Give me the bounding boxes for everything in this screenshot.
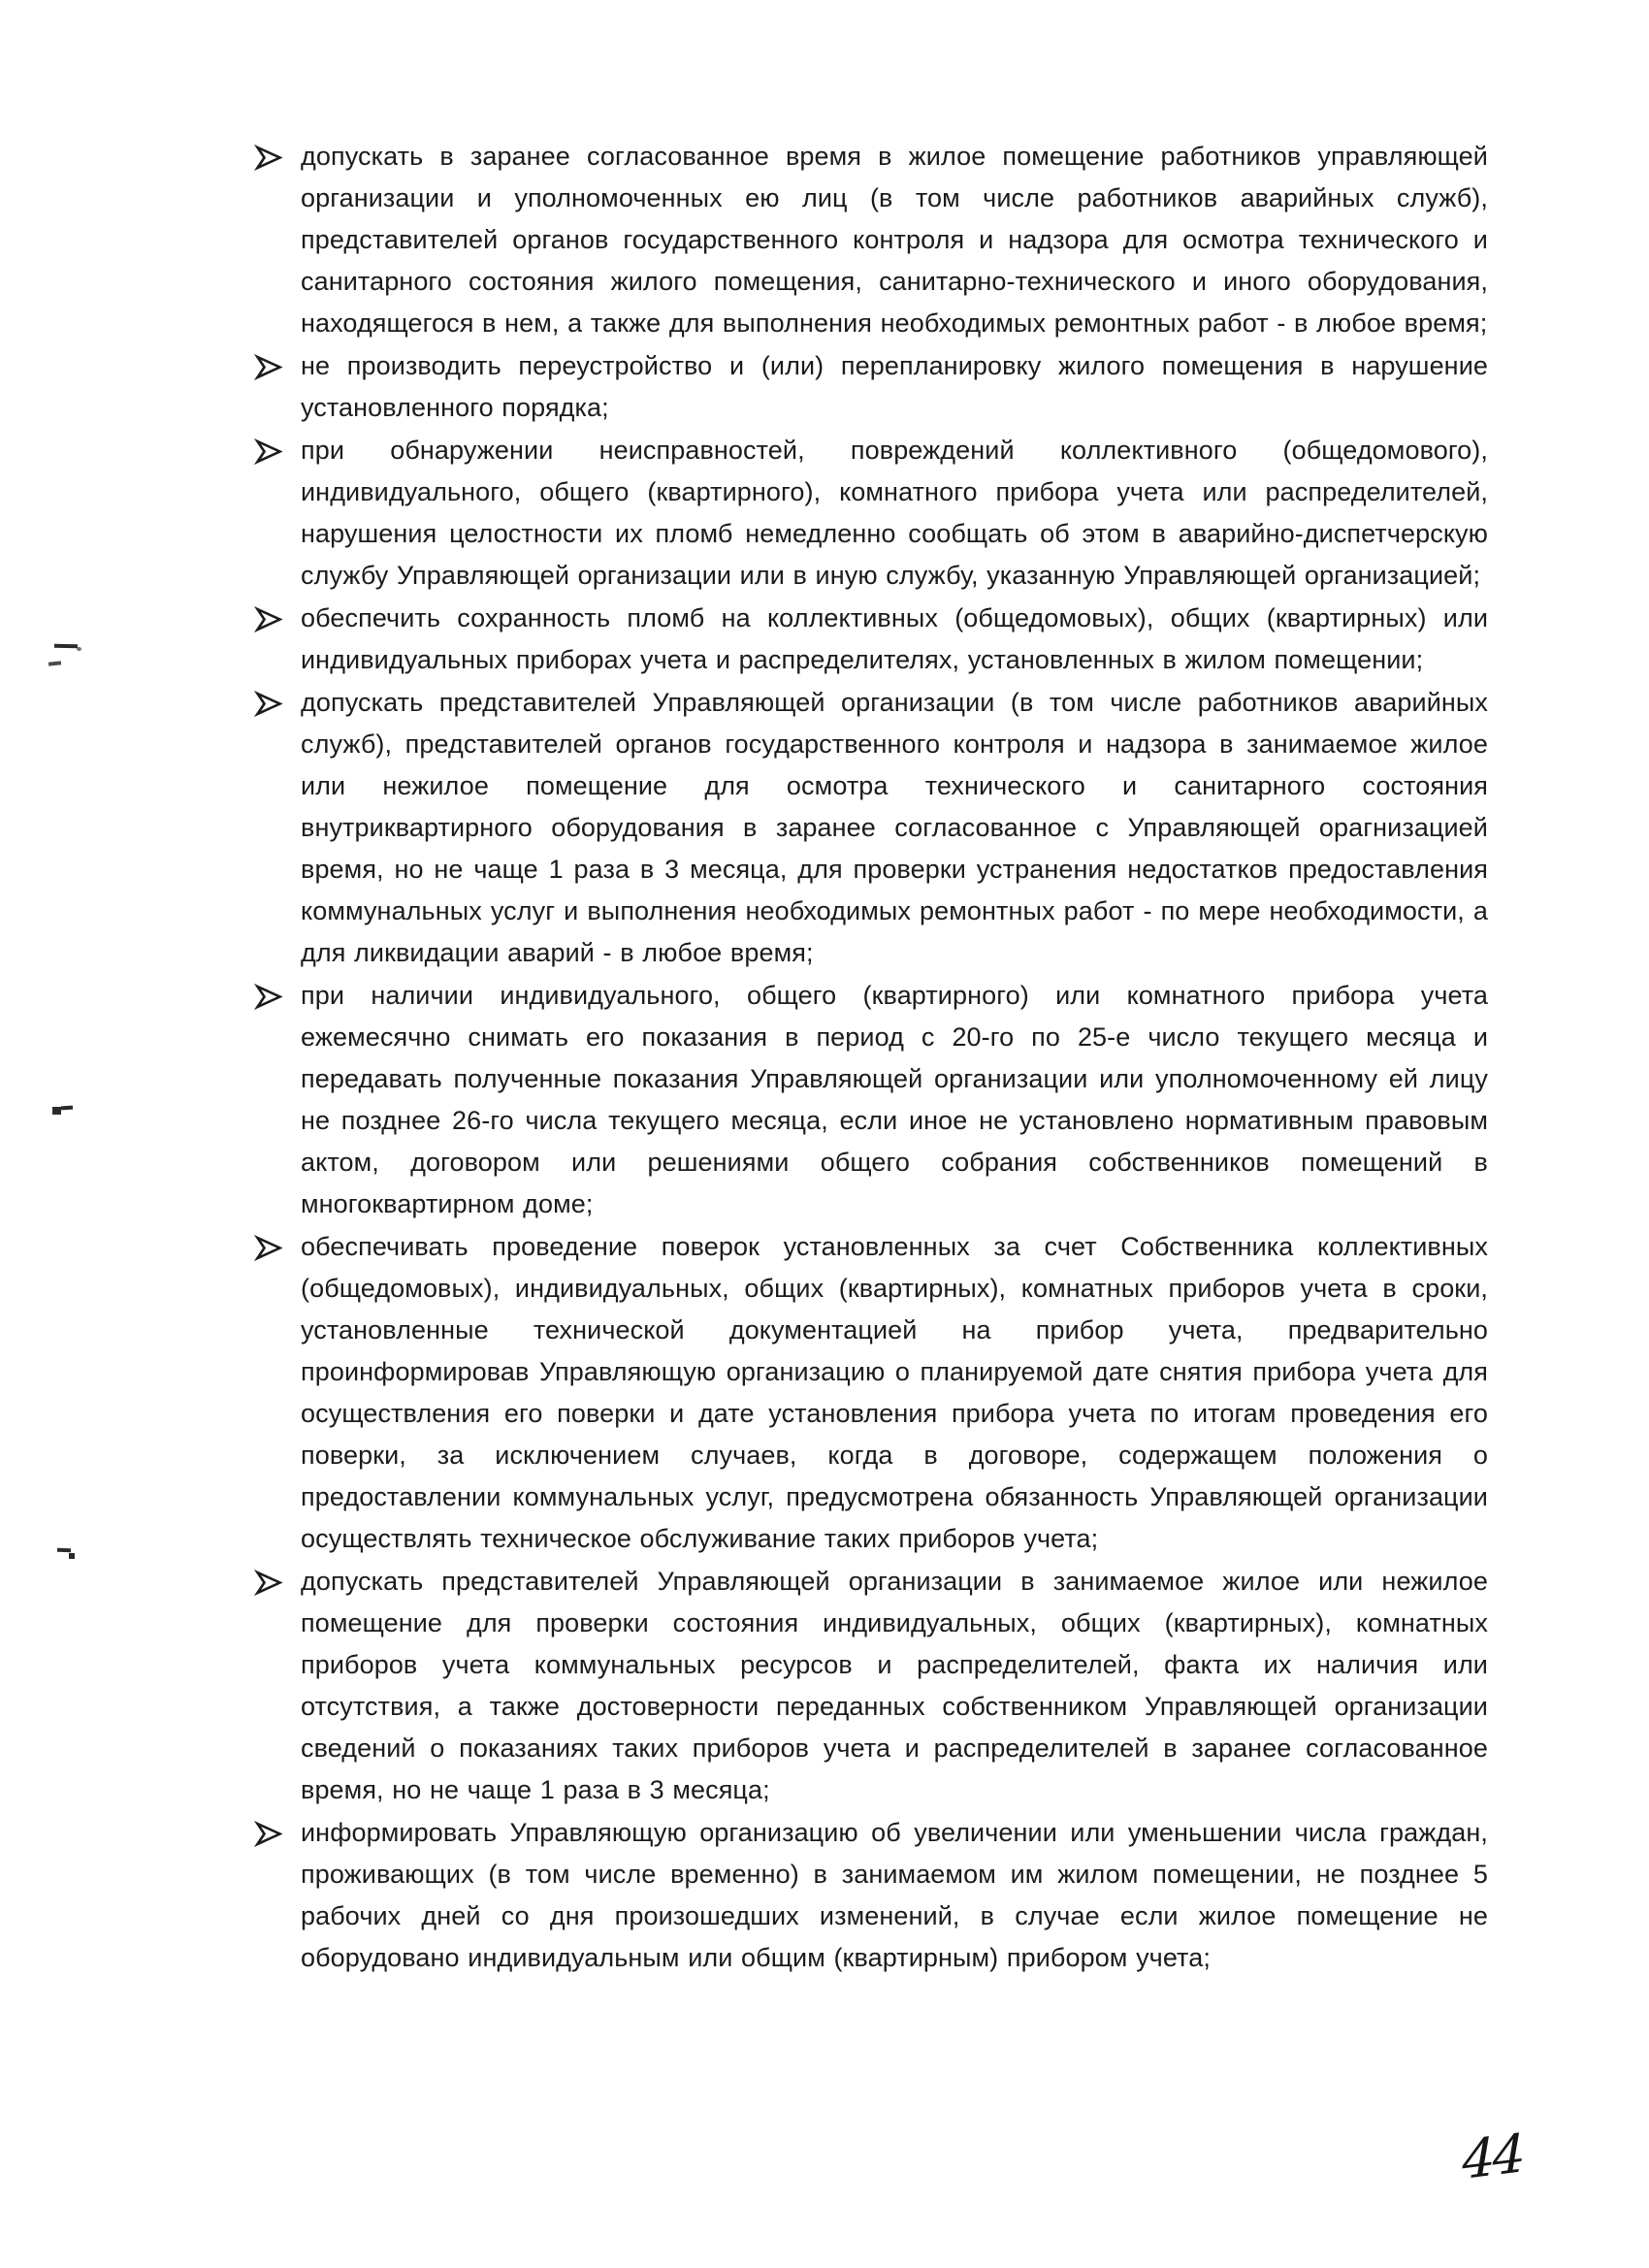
bullet-arrow-icon bbox=[254, 438, 283, 465]
list-item bbox=[301, 598, 1488, 681]
bullet-text: при наличии индивидуального, общего (квартирного) или комнатного прибора учета ежемесячно снимать его показания в период с 20-го по 25-е число текущего месяца и передавать полученные показания Управляющей организации или уполномоченному ей лицу не позднее 26-го числа текущего месяца, если иное не установлено нормативным правовым актом, договором или решениями общего собрания собственников помещений в многоквартирном доме; bbox=[301, 981, 1488, 1218]
bullet-text: допускать в заранее согласованное время в жилое помещение работников управляющей организации и уполномоченных ею лиц (в том числе работников аварийных служб), представителей органов государственного контроля и надзора для осмотра технического и санитарного состояния жилого помещения, санитарно-технического и иного оборудования, находящегося в нем, а также для выполнения необходимых ремонтных работ - в любое время; bbox=[301, 142, 1488, 338]
handwritten-page-number: 44 bbox=[1461, 2122, 1524, 2191]
ink-mark bbox=[48, 661, 61, 665]
bullet-text: допускать представителей Управляющей организации в занимаемое жилое или нежилое помещение для проверки состояния индивидуальных, общих (квартирных), комнатных приборов учета коммунальных ресурсов и распределителей, факта их наличия или отсутствия, а также достоверности переданных собственником Управляющей организации сведений о показаниях таких приборов учета и распределителей в заранее согласованное время, но не чаще 1 раза в 3 месяца; bbox=[301, 1567, 1488, 1804]
list-item bbox=[301, 1561, 1488, 1811]
bullet-arrow-icon bbox=[254, 1235, 283, 1261]
bullet-arrow-icon bbox=[254, 1821, 283, 1847]
bullet-text: при обнаружении неисправностей, повреждений коллективного (общедомового), индивидуального, общего (квартирного), комнатного прибора учета или распределителей, нарушения целостности их пломб немедленно сообщать об этом в аварийно-диспетчерскую службу Управляющей организации или в иную службу, указанную Управляющей организацией; bbox=[301, 436, 1488, 590]
bullet-text: обеспечивать проведение поверок установленных за счет Собственника коллективных (общедомовых), индивидуальных, общих (квартирных), комнатных приборов учета в сроки, установленные технической документацией на прибор учета, предварительно проинформировав Управляющую организацию о планируемой дате снятия прибора учета для осуществления его поверки и дате установления прибора учета по итогам проведения его поверки, за исключением случаев, когда в договоре, содержащем положения о предоставлении коммунальных услуг, предусмотрена обязанность Управляющей организации осуществлять техническое обслуживание таких приборов учета; bbox=[301, 1232, 1488, 1553]
ink-mark bbox=[54, 644, 78, 648]
bullet-text: информировать Управляющую организацию об увеличении или уменьшении числа граждан, проживающих (в том числе временно) в занимаемом им жилом помещении, не позднее 5 рабочих дней со дня произошедших изменений, в случае если жилое помещение не оборудовано индивидуальным или общим (квартирным) прибором учета; bbox=[301, 1818, 1488, 1972]
list-item bbox=[301, 430, 1488, 597]
list-item bbox=[301, 345, 1488, 429]
ink-mark bbox=[61, 1106, 73, 1111]
list-item bbox=[301, 682, 1488, 974]
bullet-arrow-icon bbox=[254, 691, 283, 717]
bullet-arrow-icon bbox=[254, 984, 283, 1010]
list-item bbox=[301, 1226, 1488, 1560]
ink-mark bbox=[57, 1548, 71, 1552]
list-item bbox=[301, 975, 1488, 1225]
list-item bbox=[301, 1812, 1488, 1979]
bullet-arrow-icon bbox=[254, 354, 283, 380]
ink-mark bbox=[77, 647, 81, 651]
bullet-arrow-icon bbox=[254, 145, 283, 171]
bullet-arrow-icon bbox=[254, 1570, 283, 1596]
bullet-text: обеспечить сохранность пломб на коллективных (общедомовых), общих (квартирных) или индивидуальных приборах учета и распределителях, установленных в жилом помещении; bbox=[301, 603, 1488, 674]
ink-mark bbox=[69, 1553, 75, 1559]
list-item bbox=[301, 136, 1488, 344]
bullet-arrow-icon bbox=[254, 606, 283, 632]
bullet-text: допускать представителей Управляющей организации (в том числе работников аварийных служб), представителей органов государственного контроля и надзора в занимаемое жилое или нежилое помещение для осмотра технического и санитарного состояния внутриквартирного оборудования в заранее согласованное с Управляющей орагнизацией время, но не чаще 1 раза в 3 месяца, для проверки устранения недостатков предоставления коммунальных услуг и выполнения необходимых ремонтных работ - по мере необходимости, а для ликвидации аварий - в любое время; bbox=[301, 688, 1488, 967]
ink-mark bbox=[52, 1107, 61, 1115]
bullet-list bbox=[301, 136, 1488, 1980]
bullet-text: не производить переустройство и (или) перепланировку жилого помещения в нарушение установленного порядка; bbox=[301, 351, 1488, 422]
